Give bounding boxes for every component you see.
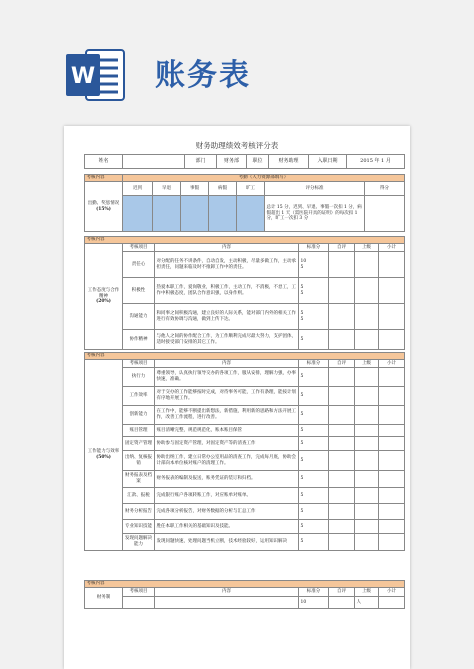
boss-cell[interactable]	[355, 471, 379, 488]
self-cell[interactable]	[329, 278, 355, 304]
boss-cell[interactable]	[355, 387, 379, 406]
self-cell[interactable]	[329, 437, 355, 451]
col-early: 早退	[153, 182, 181, 196]
ability-section-label: 工作能力与效率 (50%)	[85, 360, 123, 551]
boss-cell[interactable]	[355, 488, 379, 504]
col-absent: 旷工	[237, 182, 265, 196]
attitude-content: 和同事之间积极沟通，建立良好的人际关系，能对部门内外的相关工作进行有效协调与沟通，做到上传下达。	[155, 304, 299, 330]
col-sick: 病假	[209, 182, 237, 196]
document-header	[0, 0, 474, 120]
standard-cell: 总计 15 分，迟到、早退、事假一次扣 1 分，病假超出 1 天（需医院开具的证明）的每次扣 1 分，旷工一次扣 3 分	[265, 196, 365, 232]
ability-content: 尊重领导，认真执行领导交办的各项工作，服从安排，理解力强，办事快速，准确。	[155, 368, 299, 387]
table-row	[85, 387, 405, 406]
table-row	[85, 406, 405, 425]
last-score: 10	[299, 597, 329, 609]
dept-label: 部门	[185, 155, 217, 169]
boss-cell[interactable]	[355, 451, 379, 471]
boss-cell[interactable]	[355, 406, 379, 425]
subtotal-cell[interactable]	[379, 520, 405, 534]
table-row	[85, 504, 405, 520]
ability-content: 在工作中，能够不断提出新想法，新措施，利用新的思路和方法开展工作，改善工作流程，进行改善。	[155, 406, 299, 425]
att-col-self: 自评	[329, 244, 355, 252]
post-label: 职位	[247, 155, 269, 169]
attendance-section-label: 出勤、奖惩情况 (15%)	[85, 182, 123, 232]
ability-item: 出纳、复核报销	[123, 451, 155, 471]
att-col-score: 标准分	[299, 244, 329, 252]
col-standard: 评分标准	[265, 182, 365, 196]
self-cell[interactable]	[329, 368, 355, 387]
last-col-score: 标准分	[299, 588, 329, 597]
self-cell[interactable]	[329, 252, 355, 278]
ability-item: 固定资产管理	[123, 437, 155, 451]
table-row	[85, 534, 405, 551]
ability-item: 专业知识技能	[123, 520, 155, 534]
ability-content: 账目清晰完整，规范规范化，账本账目保管	[155, 425, 299, 437]
attitude-score: 5	[299, 330, 329, 350]
abl-col-content: 内容	[155, 360, 299, 368]
subtotal-cell[interactable]	[379, 330, 405, 350]
col-score: 得分	[365, 182, 405, 196]
subtotal-cell[interactable]	[379, 368, 405, 387]
self-cell[interactable]	[329, 406, 355, 425]
dept-value: 财务部	[217, 155, 247, 169]
abl-col-subtotal: 小计	[379, 360, 405, 368]
attitude-item: 责任心	[123, 252, 155, 278]
boss-cell[interactable]	[355, 437, 379, 451]
last-col-item: 考核项目	[123, 588, 155, 597]
ability-content: 完成银行账户各项转账工作，对应账单对账单。	[155, 488, 299, 504]
ability-score: 5	[299, 451, 329, 471]
ability-item: 财务分析报告	[123, 504, 155, 520]
self-cell[interactable]	[329, 534, 355, 551]
last-section-label: 财务制	[85, 588, 123, 609]
boss-cell[interactable]	[355, 504, 379, 520]
attitude-table	[84, 236, 405, 350]
last-section-table	[84, 580, 405, 609]
table-row	[85, 451, 405, 471]
subtotal-cell[interactable]	[379, 451, 405, 471]
self-cell[interactable]	[329, 520, 355, 534]
ability-item: 工作效率	[123, 387, 155, 406]
self-cell[interactable]	[329, 504, 355, 520]
word-icon	[64, 44, 126, 106]
att-col-content: 内容	[155, 244, 299, 252]
attitude-score: 10 5	[299, 252, 329, 278]
table-row	[85, 437, 405, 451]
table-row	[85, 304, 405, 330]
ability-score: 5	[299, 520, 329, 534]
ability-content: 完成各项分析报告，对财务数据的分析与汇总工作	[155, 504, 299, 520]
last-col-self: 自评	[329, 588, 355, 597]
abl-col-boss: 上级	[355, 360, 379, 368]
abl-col-item: 考核项目	[123, 360, 155, 368]
self-cell[interactable]	[329, 425, 355, 437]
ability-table	[84, 352, 405, 551]
self-cell[interactable]	[329, 387, 355, 406]
date-label: 入职日期	[309, 155, 347, 169]
ability-item: 汇款、报税	[123, 488, 155, 504]
self-cell[interactable]	[329, 597, 355, 609]
subtotal-cell[interactable]	[379, 406, 405, 425]
ability-score: 5	[299, 406, 329, 425]
self-cell[interactable]	[329, 330, 355, 350]
att-col-item: 考核项目	[123, 244, 155, 252]
attendance-table	[84, 174, 405, 232]
attitude-item: 沟通能力	[123, 304, 155, 330]
boss-cell[interactable]	[355, 534, 379, 551]
attitude-score: 5 5	[299, 278, 329, 304]
late-cell[interactable]	[123, 196, 153, 232]
table-row	[85, 278, 405, 304]
ability-content: 协助参与固定资产管理，对固定资产等的清查工作	[155, 437, 299, 451]
ability-score: 5	[299, 504, 329, 520]
col-late: 迟到	[123, 182, 153, 196]
early-cell[interactable]	[153, 196, 181, 232]
date-value: 2015 年 1 月	[347, 155, 405, 169]
ability-score: 5	[299, 387, 329, 406]
last-item	[123, 597, 155, 609]
attitude-band-label: 考核内容	[85, 237, 405, 244]
att-col-subtotal: 小计	[379, 244, 405, 252]
ability-score: 5	[299, 425, 329, 437]
self-cell[interactable]	[329, 471, 355, 488]
ability-content: 发现问题快速，处理问题当机立断，技术经验较好，运用知识解决	[155, 534, 299, 551]
ability-item: 财务报表及档案	[123, 471, 155, 488]
self-cell[interactable]	[329, 304, 355, 330]
sick-cell[interactable]	[209, 196, 237, 232]
absent-cell[interactable]	[237, 196, 265, 232]
last-content	[155, 597, 299, 609]
subtotal-cell[interactable]	[379, 488, 405, 504]
boss-cell[interactable]	[355, 304, 379, 330]
ability-content: 对于交办的工作能够按时完成，对待事务可能，工作有条理，能按计划有序地开展工作。	[155, 387, 299, 406]
self-cell[interactable]	[329, 451, 355, 471]
subtotal-cell[interactable]	[379, 597, 405, 609]
subtotal-cell[interactable]	[379, 425, 405, 437]
attitude-section-label: 工作态度与合作精神 (20%)	[85, 244, 123, 350]
attendance-band-title: 考勤（人力资源部填写）	[123, 175, 405, 182]
subtotal-cell[interactable]	[379, 252, 405, 278]
self-cell[interactable]	[329, 488, 355, 504]
ability-content: 胜任本职工作相关的基础知识及技能。	[155, 520, 299, 534]
last-col-content: 内容	[155, 588, 299, 597]
attitude-score: 5 5	[299, 304, 329, 330]
last-band-label: 考核内容	[85, 581, 405, 588]
col-leave: 事假	[181, 182, 209, 196]
boss-cell[interactable]	[355, 368, 379, 387]
name-value	[123, 155, 185, 169]
ability-score: 5	[299, 534, 329, 551]
ability-item: 账目管理	[123, 425, 155, 437]
ability-item: 发现问题解决能力	[123, 534, 155, 551]
document-title: 账务表	[155, 58, 251, 93]
subtotal-cell[interactable]	[379, 504, 405, 520]
boss-cell[interactable]	[355, 520, 379, 534]
ability-item: 执行力	[123, 368, 155, 387]
logo-letter: W	[70, 64, 96, 89]
table-row	[85, 368, 405, 387]
ability-band-label: 考核内容	[85, 353, 405, 360]
document-page	[64, 126, 410, 669]
abl-col-self: 自评	[329, 360, 355, 368]
form-title: 财务助理绩效考核评分表	[195, 141, 279, 150]
attitude-item: 积极性	[123, 278, 155, 304]
ability-content: 协助出纳工作，建立日常办公室用品的清查工作，完成每月底，协助会计部向本单位核对账户的清理工作。	[155, 451, 299, 471]
boss-cell[interactable]	[355, 252, 379, 278]
subtotal-cell[interactable]	[379, 471, 405, 488]
subtotal-cell[interactable]	[379, 278, 405, 304]
boss-cell[interactable]	[355, 330, 379, 350]
subtotal-cell[interactable]	[379, 437, 405, 451]
leave-cell[interactable]	[181, 196, 209, 232]
boss-cell[interactable]: 人	[355, 597, 379, 609]
ability-score: 5	[299, 368, 329, 387]
attitude-content: 对分配的任务不讲条件，自动自发，主动积极，尽量多做工作，主动承担责任，问题来临及时不推卸工作中的责任。	[155, 252, 299, 278]
subtotal-cell[interactable]	[379, 387, 405, 406]
attitude-content: 与他人之间的协作配合工作，为工作顺利完成尽最大努力，支护团体，适时接受部门安排的其它工作。	[155, 330, 299, 350]
table-row	[85, 471, 405, 488]
name-label: 姓名	[85, 155, 123, 169]
attitude-item: 协作精神	[123, 330, 155, 350]
table-row	[85, 488, 405, 504]
subtotal-cell[interactable]	[379, 534, 405, 551]
ability-score: 5	[299, 437, 329, 451]
ability-content: 财务报表的编制及报送，账务凭证的装订和归档。	[155, 471, 299, 488]
ability-score: 5	[299, 471, 329, 488]
ability-score: 5	[299, 488, 329, 504]
last-col-subtotal: 小计	[379, 588, 405, 597]
boss-cell[interactable]	[355, 425, 379, 437]
abl-col-score: 标准分	[299, 360, 329, 368]
table-row	[85, 252, 405, 278]
table-row	[85, 520, 405, 534]
table-row	[85, 425, 405, 437]
info-table	[84, 154, 405, 169]
last-col-boss: 上级	[355, 588, 379, 597]
table-row	[85, 330, 405, 350]
attitude-content: 热爱本职工作，爱岗敬业，积极工作，主动工作，不消极，不怠工，工作中积极态度，团队合作意识强，以身作则。	[155, 278, 299, 304]
boss-cell[interactable]	[355, 278, 379, 304]
att-col-boss: 上级	[355, 244, 379, 252]
attendance-band-label: 考核内容	[85, 175, 123, 182]
attendance-score-cell[interactable]	[365, 196, 405, 232]
subtotal-cell[interactable]	[379, 304, 405, 330]
post-value: 财务助理	[269, 155, 309, 169]
ability-item: 创新能力	[123, 406, 155, 425]
table-row	[85, 597, 405, 609]
